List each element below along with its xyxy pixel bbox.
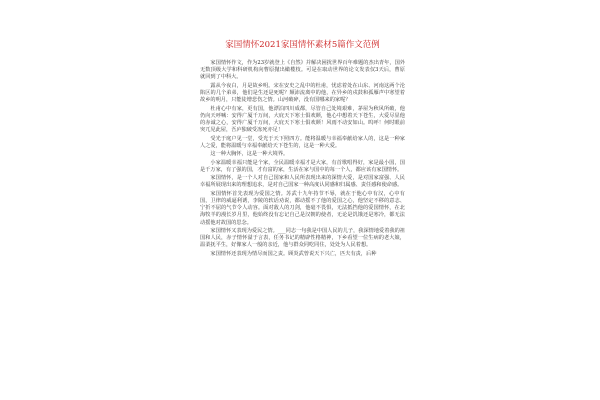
document-page: [180, 0, 425, 400]
paragraph: 家国情怀又表现为爱民之情。___同志一句我是中国人民的儿子，我深情地爱着我的祖国和人民，赤子情怀溢于言表，任务书记的精辟性格精神，下乡看望一位生病的老大娘，温柔抚平生，好像家人一般的亲近，他与群众同吃同住，处处为人民着想。: [200, 227, 405, 249]
paragraph: 家国情怀，是一个人对自己国家和人民所表现出来的深情大爱，是对国家富强、人民幸福所展现出来的理想追求，是对自己国家一种高度认同感和归属感、责任感和使命感。: [200, 175, 405, 189]
paragraph: 这一种大胸怀，这是一种大境界。: [210, 151, 289, 158]
document-body: [200, 60, 405, 259]
paragraph: 家国情怀首先表现为爱国之情。苏武十九年持节不辱，就在于他心中有汉，心中有国，卫律的威逼利诱，李陵的软话劝说，都动摇不了他的爱国之心，他坚定不移的意志、宁折不屈的气节令人动容。面对敌人的刀剑，他毫不畏惧，无法抵挡他的爱国情怀，在北海牧羊的漫长岁月里，他始终没有忘记自己是汉朝的使者，无论是饥饿还是寒冷，都无法动摇他对故国的思念。: [200, 190, 405, 226]
paragraph: 小家温暖幸福只能是个家，全民温暖幸福才是大家，有首歌唱得好，家是最小国，国是千万家，有了强的国，才有富的家，生活在家与国中的每一个人，都应该有家国情怀。: [200, 159, 405, 173]
paragraph: 露从今夜白，月是故乡明。宋在安史之乱中的杜甫，忧虑着处在山东、河南这两个沦陷区的几个弟弟，他们是生还是死呢？颠沛流离中的他，在异乡的戍鼓和孤雁声中寒望着故乡的明月，只能徒增悲伤之情。山河破碎，没有国哪来的家呢？: [200, 82, 405, 104]
paragraph: 家国情怀作文，作为23岁就登上《自然》并解决困扰世界百年难题的杰出青年，国外无数顶级大学和科研机构向曹原抛出橄榄枝。可是在取动世界的论文发表仅3天后，曹原就回到了中科大。: [200, 60, 405, 81]
paragraph: 杜甫心中有家，更有国，他漂泊四川成都，尽管自己处境艰难，茅屋为秋风所破，他仍向天呼喊：安得广厦千万间，大庇天下寒士俱欢颜，他心中想着天下苍生，大爱尽显他的赤诚之心，安得广厦千万间，大庇天下寒士俱欢颜！风雨不动安如山。呜呼！何时眼前突兀见此屋，吾庐独破受冻死亦足！: [200, 105, 405, 134]
paragraph: 家国情怀还表现为情尽而国之责。顾炎武曾说天下兴亡，匹夫有责，后种: [210, 250, 377, 257]
paragraph: 受光于庭户见一堂，受光于天下照四方。能将温暖与幸福奉献给家人的，这是一种家人之爱，能将温暖与幸福奉献给天下苍生的，这是一种大爱。: [200, 135, 405, 149]
document-title: 家国情怀2021家国情怀素材5篇作文范例: [225, 40, 380, 50]
